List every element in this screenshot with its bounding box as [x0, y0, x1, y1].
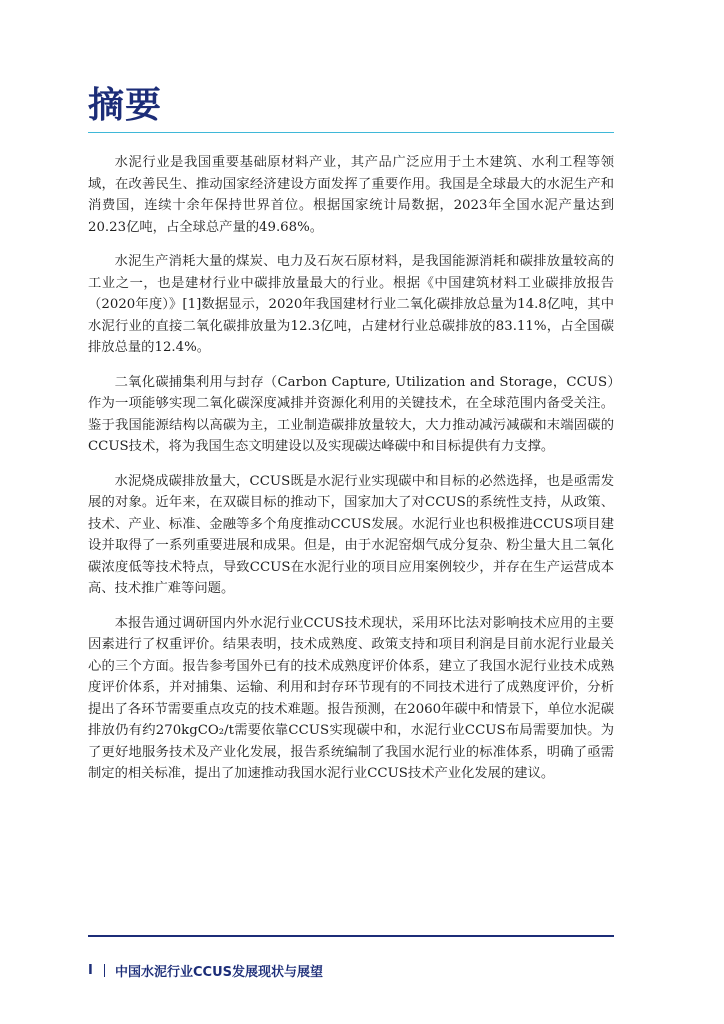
paragraph: 水泥烧成碳排放量大，CCUS既是水泥行业实现碳中和目标的必然选择，也是亟需发展的对象。近年来，在双碳目标的推动下，国家加大了对CCUS的系统性支持，从政策、技术、产业、标准、金融等多个角度推动CCUS发展。水泥行业也积极推进CCUS项目建设并取得了一系列重要进展和成果。但是，由于水泥窑烟气成分复杂、粉尘量大且二氧化碳浓度低等技术特点，导致CCUS在水泥行业的项目应用案例较少，并存在生产运营成本高、技术推广难等问题。 [88, 473, 614, 596]
abstract-body [88, 152, 614, 798]
title-divider [88, 132, 614, 133]
paragraph: 水泥生产消耗大量的煤炭、电力及石灰石原材料，是我国能源消耗和碳排放量较高的工业之一，也是建材行业中碳排放量最大的行业。根据《中国建筑材料工业碳排放报告（2020年度）》[1]数据显示，2020年我国建材行业二氧化碳排放总量为14.8亿吨，其中水泥行业的直接二氧化碳排放量为12.3亿吨，占建材行业总碳排放的83.11%，占全国碳排放总量的12.4%。 [88, 254, 614, 355]
page-number: I [88, 962, 93, 978]
footer-divider [88, 935, 614, 937]
paragraph: 水泥行业是我国重要基础原材料产业，其产品广泛应用于土木建筑、水利工程等领域，在改善民生、推动国家经济建设方面发挥了重要作用。我国是全球最大的水泥生产和消费国，连续十余年保持世界首位。根据国家统计局数据，2023年全国水泥产量达到20.23亿吨，占全球总产量的49.68%。 [88, 155, 614, 235]
page-title: 摘要 [88, 85, 163, 126]
footer-separator [104, 964, 105, 977]
running-title: 中国水泥行业CCUS发展现状与展望 [115, 964, 324, 980]
paragraph: 二氧化碳捕集利用与封存（Carbon Capture, Utilization and Storage，CCUS）作为一项能够实现二氧化碳深度减排并资源化利用的关键技术，在全球范围内备受关注。鉴于我国能源结构以高碳为主，工业制造碳排放量较大，大力推动减污减碳和末端固碳的CCUS技术，将为我国生态文明建设以及实现碳达峰碳中和目标提供有力支撑。 [88, 374, 614, 454]
paragraph: 本报告通过调研国内外水泥行业CCUS技术现状，采用环比法对影响技术应用的主要因素进行了权重评价。结果表明，技术成熟度、政策支持和项目利润是目前水泥行业最关心的三个方面。报告参考国外已有的技术成熟度评价体系，建立了我国水泥行业技术成熟度评价体系，并对捕集、运输、利用和封存环节现有的不同技术进行了成熟度评价，分析提出了各环节需要重点攻克的技术难题。报告预测，在2060年碳中和情景下，单位水泥碳排放仍有约270kgCO₂/t需要依靠CCUS实现碳中和，水泥行业CCUS布局需要加快。为了更好地服务技术及产业化发展，报告系统编制了我国水泥行业的标准体系，明确了亟需制定的相关标准，提出了加速推动我国水泥行业CCUS技术产业化发展的建议。 [88, 615, 614, 781]
page-footer [88, 960, 323, 980]
